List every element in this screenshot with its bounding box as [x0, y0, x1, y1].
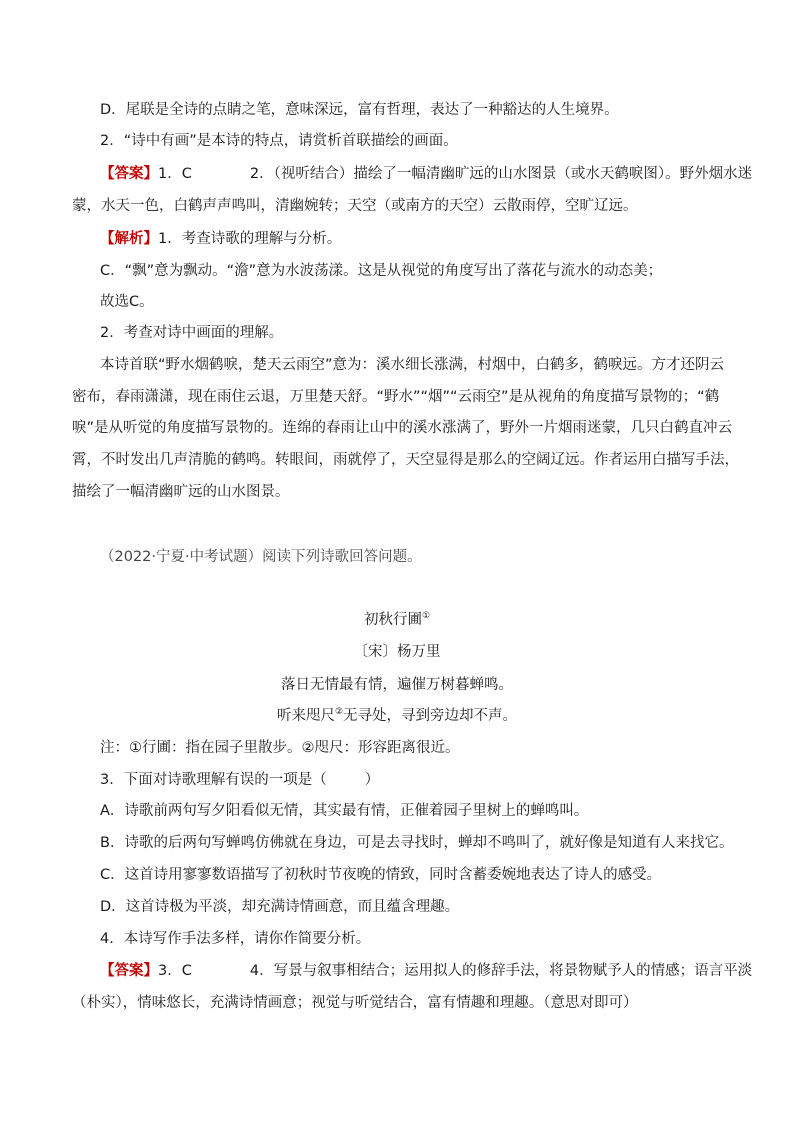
analysis1-line3: 故选C。	[100, 294, 154, 310]
analysis1-line2: C．“飘”意为飘动。“澹”意为水波荡漾。这是从视觉的角度写出了落花与流水的动态美；	[100, 263, 663, 279]
q4-stem: 4．本诗写作手法多样，请你作简要分析。	[100, 931, 371, 947]
answer1-line1	[100, 164, 753, 184]
q3-stem-text: 3．下面对诗歌理解有误的一项是（	[100, 772, 327, 788]
analysis1-line4: 2．考查对诗中画面的理解。	[100, 325, 284, 341]
q2-stem: 2．“诗中有画”是本诗的特点，请赏析首联描绘的画面。	[100, 133, 458, 149]
answer2-item4: 4．写景与叙事相结合；运用拟人的修辞手法，将景物赋予人的情感；语言平淡	[249, 963, 753, 979]
poem-line2	[0, 706, 794, 726]
poem-line2-a: 听来咫尺	[276, 708, 335, 724]
analysis-tag: 【解析】	[100, 231, 158, 247]
answer2-line1	[100, 961, 753, 981]
analysis1-para-line: 霄，不时发出几声清脆的鹤鸣。转眼间，雨就停了，天空显得是那么的空阔辽远。作者运用白描写手法，	[72, 452, 739, 468]
analysis1-para-line: 密布，春雨潇潇，现在雨住云退，万里楚天舒。“野水”“烟”“云雨空”是从视角的角度描写景物的；“鹤	[72, 389, 720, 405]
analysis1-line1	[100, 229, 724, 249]
answer1-item1: 1．C	[158, 166, 192, 182]
analysis1-para-line: 唳”是从听觉的角度描写景物的。连绵的春雨让山中的溪水涨满了，野外一片烟雨迷蒙，几只白鹤直冲云	[72, 420, 733, 436]
q3-option: B．诗歌的后两句写蝉鸣仿佛就在身边，可是去寻找时，蝉却不鸣叫了，就好像是知道有人来找它。	[100, 835, 734, 851]
analysis1-para-line: 本诗首联“野水烟鹤唳，楚天云雨空”意为：溪水细长涨满，村烟中，白鹤多，鹤唳远。方才还阴云	[100, 357, 725, 373]
q3-stem	[100, 770, 724, 790]
q1-option-d: D．尾联是全诗的点睛之笔，意味深远，富有哲理，表达了一种豁达的人生境界。	[100, 102, 619, 118]
poem-line2-b: 无寻处，寻到旁边却不声。	[343, 708, 518, 724]
section2-source: （2022·宁夏·中考试题）阅读下列诗歌回答问题。	[100, 549, 422, 565]
answer-tag: 【答案】	[100, 166, 158, 182]
poem-notes: 注：①行圃：指在园子里散步。②咫尺：形容距离很近。	[100, 740, 460, 756]
poem-line1: 落日无情最有情，遍催万树暮蝉鸣。	[281, 677, 513, 693]
answer-tag: 【答案】	[100, 963, 158, 979]
q3-option: D．这首诗极为平淡，却充满诗情画意，而且蕴含理趣。	[100, 899, 460, 915]
analysis1-text1: 1．考查诗歌的理解与分析。	[158, 231, 342, 247]
q3-option: C．这首诗用寥寥数语描写了初秋时节夜晚的情致，同时含蓄委婉地表达了诗人的感受。	[100, 867, 662, 883]
q3-stem-end: ）	[364, 772, 380, 788]
poem-title-text: 初秋行圃	[363, 612, 422, 628]
answer2-line2: （朴实），情味悠长，充满诗情画意；视觉与听觉结合，富有情趣和理趣。（意思对即可）	[72, 995, 638, 1011]
analysis1-para-line: 描绘了一幅清幽旷远的山水图景。	[72, 484, 290, 500]
poem-title	[0, 610, 794, 630]
answer2-item3: 3．C	[158, 963, 192, 979]
poem-title-note: ①	[421, 611, 431, 622]
answer1-item2: 2．（视听结合）描绘了一幅清幽旷远的山水图景（或水天鹤唳图）。野外烟水迷	[249, 166, 753, 182]
poem-author: 〔宋〕杨万里	[353, 644, 441, 660]
q3-option: A．诗歌前两句写夕阳看似无情，其实最有情，正催着园子里树上的蝉鸣叫。	[100, 803, 589, 819]
answer1-line2: 蒙，水天一色，白鹤声声鸣叫，清幽婉转；天空（或南方的天空）云散雨停，空旷辽远。	[72, 198, 638, 214]
poem-line2-note: ②	[334, 707, 344, 718]
